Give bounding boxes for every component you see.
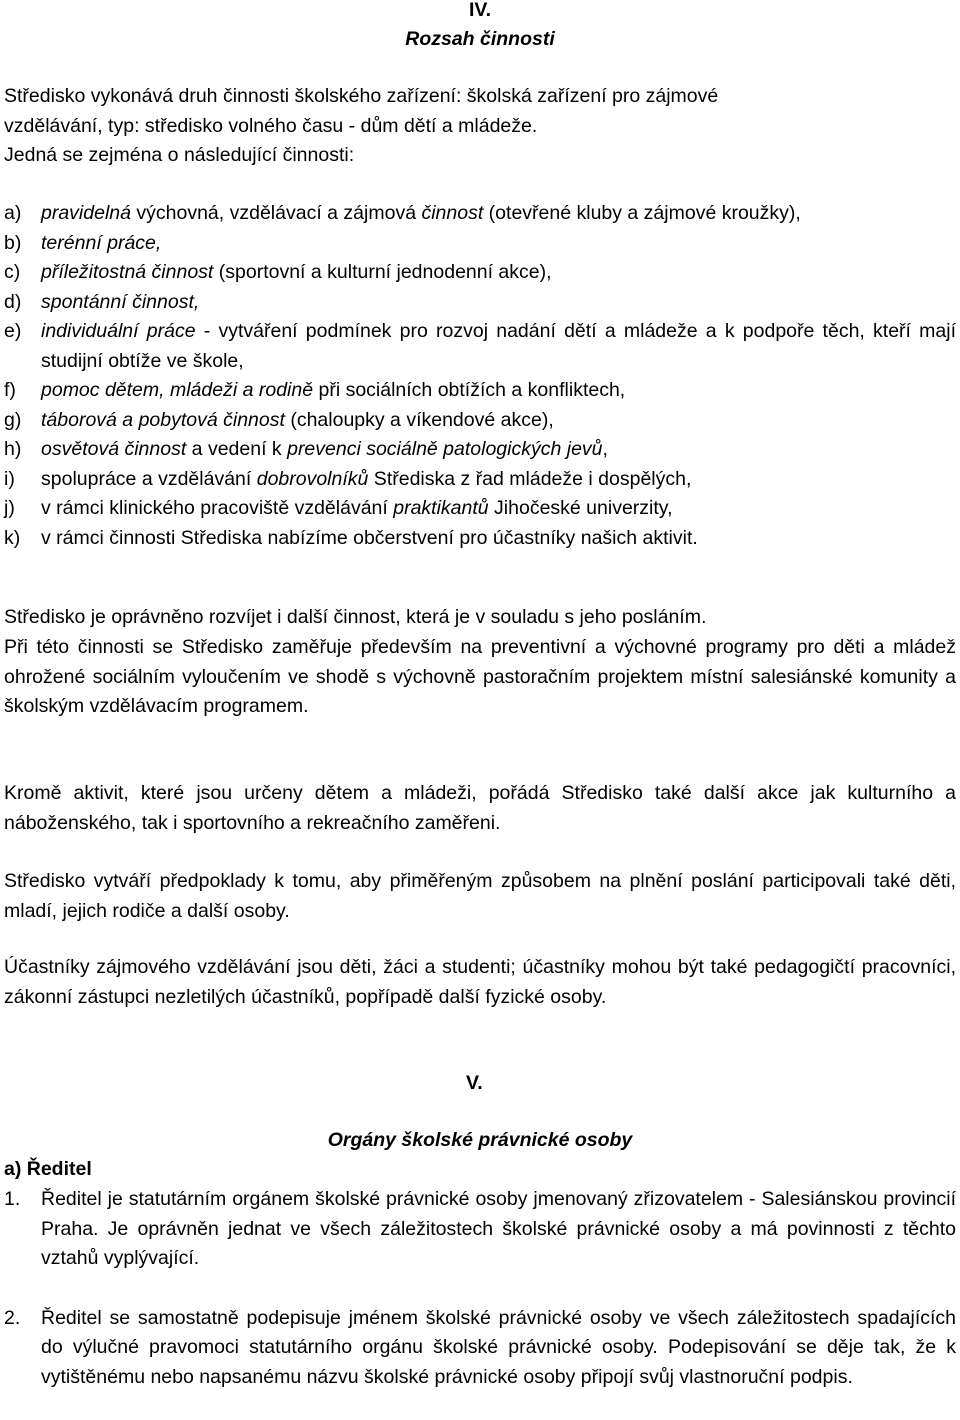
list-item [4,229,956,259]
emphasis-text: spontánní činnost, [41,290,200,313]
list-item-text [41,376,956,406]
intro-line: Jedná se zejména o následující činnosti: [4,144,355,166]
list-item [4,406,956,436]
plain-text: výchovná, vzdělávací a zájmová [130,202,422,224]
emphasis-text: dobrovolníků [256,467,369,490]
list-item-text [41,229,956,259]
paragraph-programs [4,633,956,722]
list-item [4,1185,956,1274]
list-marker: j) [4,497,15,519]
list-marker: h) [4,438,22,460]
section-number: IV. [468,0,492,21]
paragraph-text: Středisko je oprávněno rozvíjet i další činnost, která je v souladu s jeho posláním. [4,606,707,628]
list-item-text: Ředitel se samostatně podepisuje jménem školské právnické osoby ve všech záležitostech spadajících do výlučné pravomoci statutárního orgánu školské právnické osoby. Podepisování se děje tak, že k vytištěnému nebo napsanému názvu školské právnické osoby připojí svůj vlastnoruční podpis. [41,1306,956,1388]
list-item [4,317,956,376]
paragraph-mission [4,603,956,633]
plain-text: v rámci klinického pracoviště vzdělávání [41,497,394,519]
list-item [4,1304,956,1393]
intro-line: Středisko vykonává druh činnosti školského zařízení: školská zařízení pro zájmové [4,85,719,107]
plain-text: - vytváření podmínek pro rozvoj nadání dětí a mládeže a k podpoře těch, kteří mají studijní obtíže ve škole, [41,320,957,372]
emphasis-text: příležitostná činnost [41,261,214,283]
plain-text: v rámci činnosti Střediska nabízíme občerstvení pro účastníky našich aktivit. [41,526,698,549]
intro-line: vzdělávání, typ: středisko volného času - dům dětí a mládeže. [4,114,538,137]
list-item-text [41,494,956,524]
list-item [4,258,956,288]
section-number: V. [466,1072,483,1094]
plain-text: (otevřené kluby a zájmové kroužky), [483,202,801,224]
paragraph-text: Účastníky zájmového vzdělávání jsou děti, žáci a studenti; účastníky mohou být také pedagogičtí pracovníci, zákonní zástupci nezletilých účastníků, popřípadě další fyzické osoby. [4,956,956,1008]
list-marker: f) [4,379,16,401]
list-item-text [41,199,956,229]
list-marker: 1. [4,1188,21,1210]
plain-text: (sportovní a kulturní jednodenní akce), [213,261,552,283]
list-item [4,465,956,495]
list-item-text [41,317,956,376]
list-item [4,376,956,406]
list-item-text [41,288,956,318]
list-item [4,288,956,318]
emphasis-text: terénní práce, [41,231,162,254]
list-item-text [41,435,956,465]
list-item [4,199,956,229]
emphasis-text: pomoc dětem, mládeži a rodině [41,379,314,401]
emphasis-text: pravidelná [41,202,131,224]
paragraph-text: Středisko vytváří předpoklady k tomu, aby přiměřeným způsobem na plnění poslání participovali také děti, mladí, jejich rodiče a další osoby. [4,870,956,922]
plain-text: při sociálních obtížích a konfliktech, [313,379,626,401]
director-list [4,1185,956,1392]
plain-text: , [602,438,608,460]
list-item-text [41,465,956,495]
list-item-text [41,406,956,436]
emphasis-text: individuální práce [41,320,196,342]
plain-text: (chaloupky a víkendové akce), [284,408,554,431]
list-item-text [41,258,956,288]
paragraph-events [4,779,956,838]
plain-text: Jihočeské univerzity, [488,497,673,519]
section-title: Orgány školské právnické osoby [327,1129,633,1151]
activities-list [4,199,956,553]
list-marker: g) [4,408,22,431]
list-marker: d) [4,290,22,313]
intro-paragraph [4,82,956,171]
plain-text: spolupráce a vzdělávání [41,467,257,490]
list-item [4,435,956,465]
emphasis-text: praktikantů [393,497,489,519]
emphasis-text: táborová a pobytová činnost [41,408,285,431]
list-marker: 2. [4,1306,21,1329]
subheading-director: a) Ředitel [4,1158,92,1180]
plain-text: Střediska z řad mládeže i dospělých, [368,467,692,490]
plain-text: a vedení k [186,438,288,460]
list-marker: i) [4,467,15,490]
section-title: Rozsah činnosti [405,28,555,50]
list-item-text: Ředitel je statutárním orgánem školské právnické osoby jmenovaný zřizovatelem - Salesiánskou provincií Praha. Je oprávněn jednat ve všech záležitostech školské právnické osoby a má povinnosti z těchto vztahů vyplývající. [41,1188,956,1269]
paragraph-text: Kromě aktivit, které jsou určeny dětem a mládeži, pořádá Středisko také další akce jak kulturního a náboženského, tak i sportovního a rekreačního zaměřeni. [4,782,956,834]
list-marker: a) [4,202,22,224]
list-item [4,524,956,554]
paragraph-participants [4,953,956,1012]
emphasis-text: činnost [421,202,484,224]
paragraph-participation [4,867,956,926]
emphasis-text: prevenci sociálně patologických jevů [287,438,603,460]
list-item-text [41,524,956,554]
list-marker: c) [4,261,21,283]
list-item [4,494,956,524]
list-marker: e) [4,320,22,342]
emphasis-text: osvětová činnost [41,438,187,460]
list-marker: b) [4,231,22,254]
list-marker: k) [4,526,21,549]
paragraph-text: Při této činnosti se Středisko zaměřuje především na preventivní a výchovné programy pro děti a mládež ohrožené sociálním vyloučením ve shodě s výchovně pastoračním projektem místní salesiánské komunity a školským vzdělávacím programem. [4,636,956,717]
